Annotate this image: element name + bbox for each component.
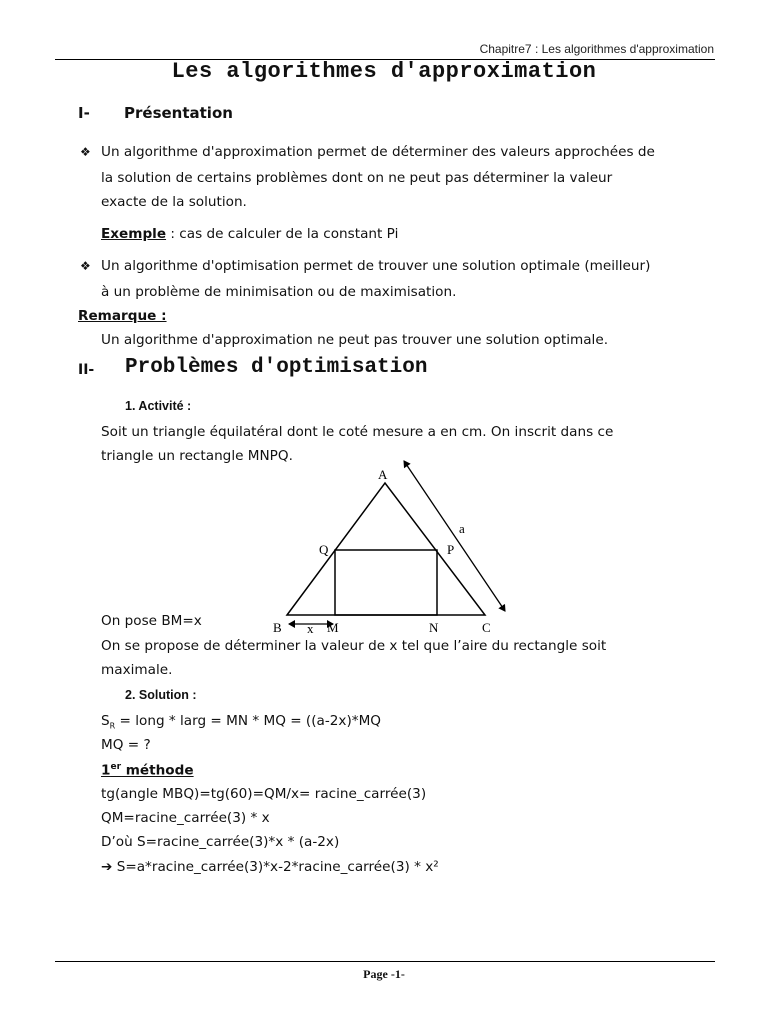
propose-line-1: On se propose de déterminer la valeur de x tel que l’aire du rectangle soit	[101, 638, 607, 654]
label-a-side: a	[459, 521, 465, 536]
diamond-bullet-icon: ❖	[80, 259, 91, 273]
triangle-abc	[287, 483, 485, 615]
sr-symbol: S	[101, 713, 110, 729]
example-text: : cas de calculer de la constant Pi	[166, 226, 399, 242]
page-title: Les algorithmes d'approximation	[171, 59, 597, 84]
diamond-bullet-icon: ❖	[80, 145, 91, 159]
footer-rule	[55, 961, 715, 962]
bullet-2-line-1: Un algorithme d'optimisation permet de trouver une solution optimale (meilleur)	[101, 258, 651, 274]
method-heading	[101, 762, 194, 779]
label-c: C	[482, 620, 491, 635]
bullet-2-line-2: à un problème de minimisation ou de maximisation.	[101, 284, 457, 300]
section-1-number: I-	[78, 104, 90, 122]
final-formula-text: S=a*racine_carrée(3)*x-2*racine_carrée(3) * x²	[112, 859, 439, 875]
method-rest: méthode	[121, 762, 194, 779]
label-m: M	[327, 620, 339, 635]
section-2-heading: Problèmes d'optimisation	[125, 356, 428, 379]
label-n: N	[429, 620, 439, 635]
label-p: P	[447, 542, 455, 557]
mq-question: MQ = ?	[101, 737, 151, 753]
method-num: 1	[101, 762, 111, 779]
sr-subscript: R	[109, 721, 116, 731]
activity-line-2: triangle un rectangle MNPQ.	[101, 448, 293, 464]
bullet-1-line-2: la solution de certains problèmes dont on ne peut pas déterminer la valeur	[101, 170, 613, 186]
bullet-1-line-3: exacte de la solution.	[101, 194, 247, 210]
label-x: x	[307, 621, 314, 636]
chapter-header: Chapitre7 : Les algorithmes d'approximation	[479, 42, 714, 56]
method-line-2: QM=racine_carrée(3) * x	[101, 810, 270, 826]
rectangle-mnpq	[335, 550, 437, 615]
method-sup: er	[110, 762, 122, 772]
side-a-arrow	[404, 461, 505, 611]
final-formula	[101, 859, 439, 875]
label-b: B	[273, 620, 282, 635]
section-1-heading: Présentation	[124, 104, 233, 122]
activity-heading: 1. Activité :	[125, 399, 192, 413]
remark-text: Un algorithme d'approximation ne peut pas trouver une solution optimale.	[101, 332, 609, 348]
activity-line-1: Soit un triangle équilatéral dont le coté mesure a en cm. On inscrit dans ce	[101, 424, 614, 440]
method-line-3: D’où S=racine_carrée(3)*x * (a-2x)	[101, 834, 340, 850]
solution-heading: 2. Solution :	[125, 688, 197, 702]
remark-label: Remarque :	[78, 308, 167, 324]
pose-line: On pose BM=x	[101, 613, 202, 629]
section-2-number: II-	[78, 362, 95, 378]
sr-rest: = long * larg = MN * MQ = ((a-2x)*MQ	[115, 713, 381, 729]
propose-line-2: maximale.	[101, 662, 173, 678]
surface-formula	[101, 713, 381, 731]
right-arrow-icon: ➔	[101, 859, 113, 875]
page-number: Page -1-	[363, 967, 405, 981]
example-label: Exemple	[101, 226, 167, 242]
label-a-vertex: A	[378, 467, 388, 482]
method-line-1: tg(angle MBQ)=tg(60)=QM/x= racine_carrée(3)	[101, 786, 427, 802]
bullet-1-line-1: Un algorithme d'approximation permet de déterminer des valeurs approchées de	[101, 144, 655, 160]
label-q: Q	[319, 542, 329, 557]
